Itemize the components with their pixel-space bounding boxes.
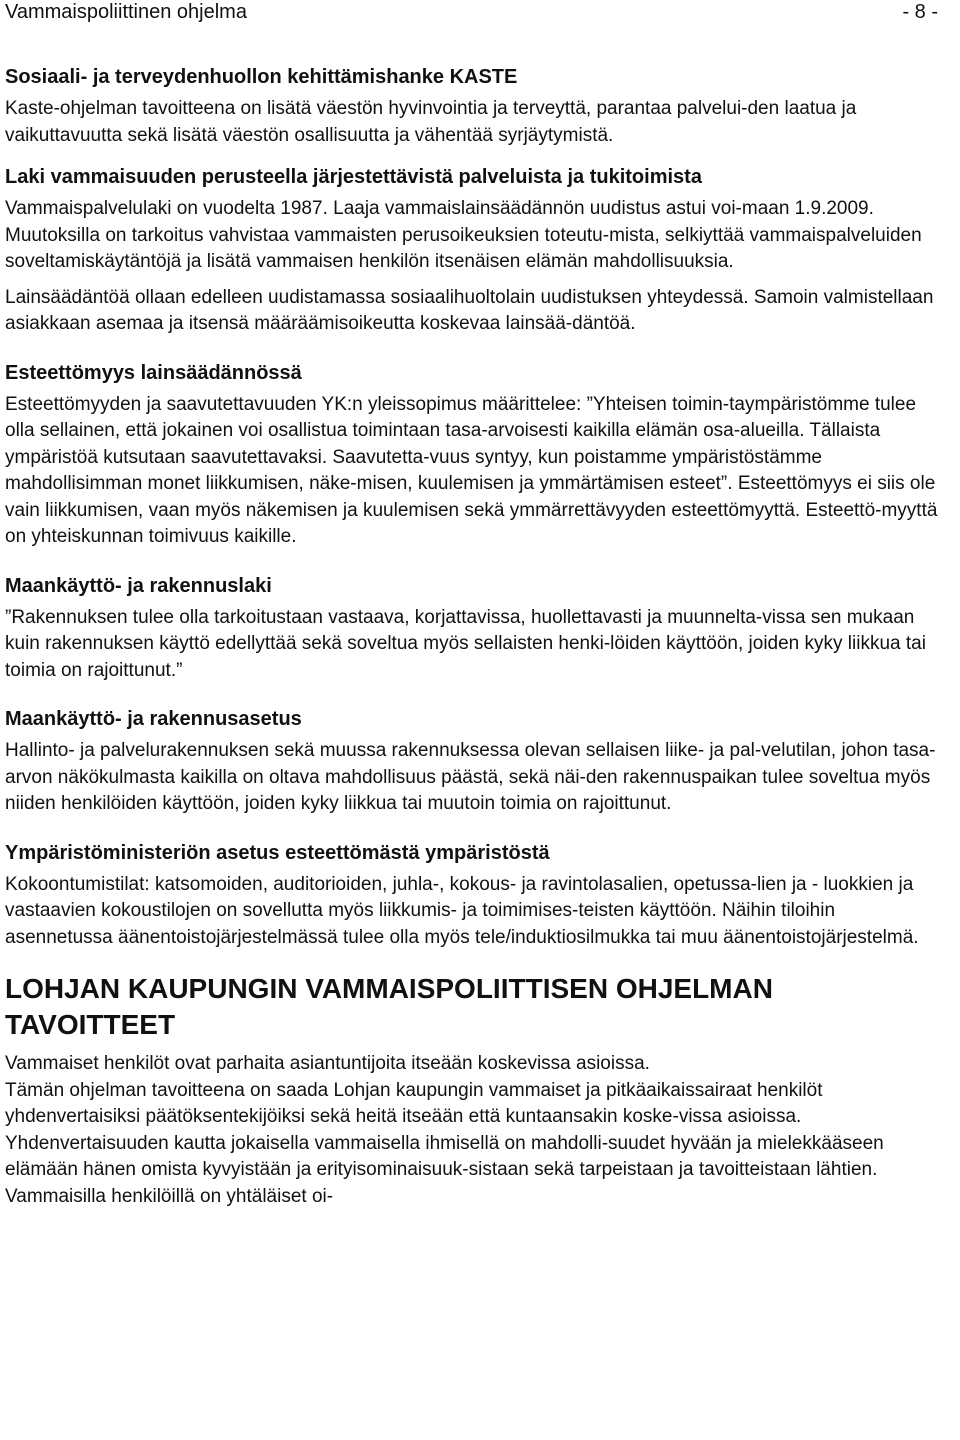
paragraph-esteettomyys: Esteettömyyden ja saavutettavuuden YK:n yleissopimus määrittelee: ”Yhteisen toimin-taympäristömme tulee olla sellainen, että jokainen voi osallistua toimintaan tasa-arvoisesti kaikilla elämän osa-alueilla. Tällaista ympäristöä kutsutaan saavutettavaksi. Saavutetta-vuus syntyy, kun poistamme ympäristöstämme mahdollisimman monet liikkumisen, näke-misen, kuulemisen ja ymmärtämisen esteet”. Esteettömyys ei siis ole vain liikkumisen, vaan myös näkemisen ja kuulemisen sekä ymmärrettävyyden esteettömyyttä. Esteettö-myyttä on yhteiskunnan toimivuus kaikille. (5, 393, 938, 547)
document-title: Vammaispoliittinen ohjelma (5, 1, 247, 23)
paragraph-maankayttoasetus: Hallinto- ja palvelurakennuksen sekä muussa rakennuksessa olevan sellaisen liike- ja pal-velutilan, johon tasa-arvon näkökulmasta kaikilla on oltava mahdollisuus päästä, sekä näi-den rakennuspaikan tulee soveltua myös niiden henkilöiden käyttöön, joiden kyky liikkua tai muutoin toimia on rajoittunut. (5, 740, 936, 814)
paragraph-tavoitteet-2: Tämän ohjelman tavoitteena on saada Lohjan kaupungin vammaiset ja pitkäaikaissairaat henkilöt yhdenvertaisiksi päätöksentekijöiksi sekä heitä itseään että kuntaansakin koske-vissa asioissa. Yhdenvertaisuuden kautta jokaisella vammaisella ihmisellä on mahdolli-suudet hyvään ja mielekkääseen elämään hänen omista kyvyistään ja erityisominaisuuk-sistaan sekä tarpeistaan ja tavoitteistaan lähtien. Vammaisilla henkilöillä on yhtäläiset oi- (5, 1079, 884, 1207)
paragraph-ymparistoministerio: Kokoontumistilat: katsomoiden, auditorioiden, juhla-, kokous- ja ravintolasalien, opetussa-lien ja - luokkien ja vastaavien kokoustilojen on sovellutta myös liikkumis- ja toimimises-teisten käyttöön. Näihin tiloihin asennetussa äänentoistojärjestelmässä tulee olla myös tele/induktiosilmukka tai muu äänentoistojärjestelmä. (5, 873, 919, 948)
section-heading-maankayttolaki: Maankäyttö- ja rakennuslaki (5, 574, 272, 597)
section-heading-maankayttoasetus: Maankäyttö- ja rakennusasetus (5, 708, 302, 730)
paragraph-tavoitteet-1: Vammaiset henkilöt ovat parhaita asiantuntijoita itseään koskevissa asioissa. (5, 1053, 650, 1074)
section-heading-esteettomyys: Esteettömyys lainsäädännössä (5, 361, 302, 384)
section-heading-vammaispalvelulaki: Laki vammaisuuden perusteella järjestettävistä palveluista ja tukitoimista (5, 166, 702, 188)
page-number: - 8 - (902, 1, 938, 23)
paragraph-vammaispalvelulaki-1: Vammaispalvelulaki on vuodelta 1987. Laaja vammaislainsäädännön uudistus astui voi-maan 1.9.2009. Muutoksilla on tarkoitus vahvistaa vammaisten perusoikeuksien toteutu-mista, selkiyttää vammaispalveluiden soveltamiskäytäntöjä ja lisätä vammaisen henkilön itsenäisen elämän mahdollisuuksia. (5, 198, 922, 272)
main-heading-tavoitteet: LOHJAN KAUPUNGIN VAMMAISPOLIITTISEN OHJELMAN TAVOITTEET (5, 973, 773, 1040)
paragraph-vammaispalvelulaki-2: Lainsäädäntöä ollaan edelleen uudistamassa sosiaalihuoltolain uudistuksen yhteydessä. Samoin valmistellaan asiakkaan asemaa ja itsensä määräämisoikeutta koskevaa lainsää-däntöä. (5, 286, 934, 334)
running-header (5, 0, 938, 28)
paragraph-maankayttolaki: ”Rakennuksen tulee olla tarkoitustaan vastaava, korjattavissa, huollettavasti ja muunnelta-vissa sen mukaan kuin rakennuksen käyttö edellyttää sekä soveltua myös sellaisten henki-löiden käyttöön, joiden kyky liikkua tai toimia on rajoittunut.” (5, 606, 926, 681)
page-content (5, 64, 938, 1210)
section-heading-ymparistoministerio: Ympäristöministeriön asetus esteettömästä ympäristöstä (5, 841, 550, 864)
section-heading-kaste: Sosiaali- ja terveydenhuollon kehittämishanke KASTE (5, 66, 518, 88)
paragraph-kaste: Kaste-ohjelman tavoitteena on lisätä väestön hyvinvointia ja terveyttä, parantaa palvelui-den laatua ja vaikuttavuutta sekä lisätä väestön osallisuutta ja vähentää syrjäytymistä. (5, 98, 857, 146)
